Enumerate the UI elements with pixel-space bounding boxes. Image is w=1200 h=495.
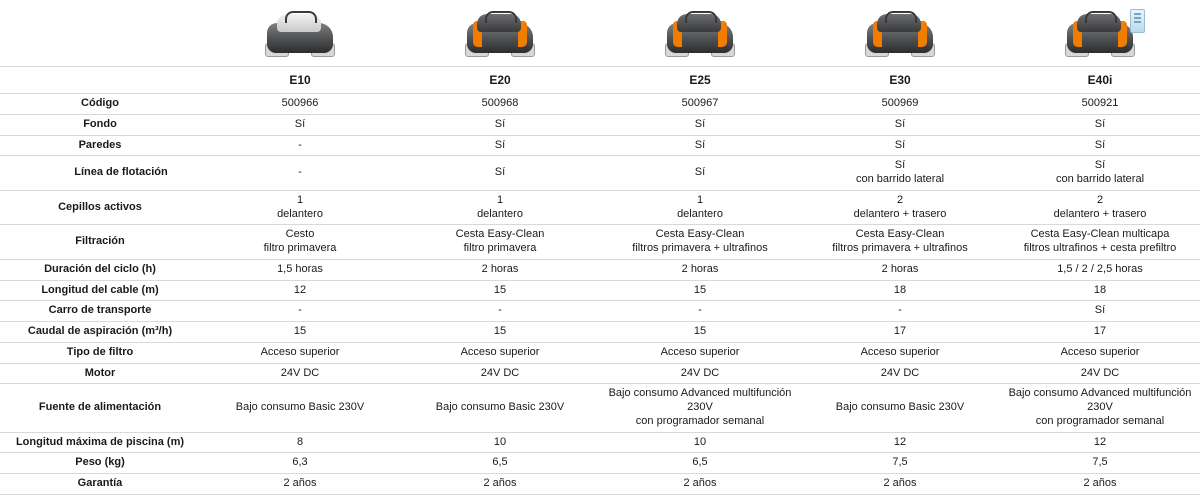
cell-value	[200, 342, 400, 363]
cell-line: Cesta Easy-Clean multicapa	[1030, 228, 1170, 241]
cell-value	[200, 190, 400, 225]
cell-value	[200, 363, 400, 384]
cell-line: 1	[496, 193, 504, 206]
cell-value	[800, 474, 1000, 495]
cell-line: 2 años	[1083, 477, 1117, 489]
cell-line: 500968	[481, 97, 519, 109]
cell-value	[1000, 453, 1200, 474]
cell-line: 1	[696, 193, 704, 206]
table-row	[0, 363, 1200, 384]
cell-value	[400, 114, 600, 135]
cell-line: -	[698, 304, 702, 317]
cell-line: filtros ultrafinos + cesta prefiltro	[1023, 242, 1177, 254]
cell-value	[1000, 280, 1200, 301]
cell-value	[1000, 301, 1200, 322]
cell-line: 500969	[881, 97, 919, 109]
cell-line: Sí	[694, 166, 706, 179]
row-label: Carro de transporte	[0, 301, 200, 322]
cell-value	[1000, 156, 1200, 191]
cell-value	[1000, 114, 1200, 135]
model-header-row	[0, 67, 1200, 94]
row-label: Código	[0, 94, 200, 115]
cell-line: 12	[893, 435, 907, 448]
cell-value	[800, 114, 1000, 135]
row-label: Fuente de alimentación	[0, 384, 200, 432]
cell-value	[400, 432, 600, 453]
cell-line: Sí	[494, 138, 506, 151]
cell-value	[400, 156, 600, 191]
cell-line: 7,5	[892, 456, 908, 469]
cell-value	[200, 280, 400, 301]
cell-line: Sí	[894, 138, 906, 151]
image-row-spacer	[0, 0, 200, 67]
cell-value	[1000, 225, 1200, 260]
cell-value	[600, 384, 800, 432]
model-name-e40i: E40i	[1000, 67, 1200, 94]
cell-line: 18	[893, 283, 907, 296]
robot-cleaner-e40i-icon	[1063, 9, 1137, 59]
cell-line: Sí	[694, 117, 706, 130]
cell-line: delantero	[277, 207, 323, 220]
cell-line: 500921	[1081, 97, 1119, 109]
table-row	[0, 190, 1200, 225]
cell-line: 1,5 horas	[277, 262, 323, 275]
cell-value	[800, 363, 1000, 384]
cell-value	[800, 135, 1000, 156]
cell-value	[800, 432, 1000, 453]
cell-line: 2 horas	[481, 262, 519, 275]
cell-value	[800, 156, 1000, 191]
cell-line: filtros primavera + ultrafinos	[832, 242, 968, 254]
cell-line: 2 años	[683, 477, 717, 489]
cell-value	[400, 322, 600, 343]
cell-value	[200, 432, 400, 453]
cell-line: 15	[693, 283, 707, 296]
cell-line: 7,5	[1092, 456, 1108, 469]
cell-value	[600, 156, 800, 191]
product-image-cell	[800, 0, 1000, 67]
cell-value	[600, 301, 800, 322]
cell-value	[1000, 432, 1200, 453]
row-label: Caudal de aspiración (m³/h)	[0, 322, 200, 343]
table-row	[0, 301, 1200, 322]
cell-value	[800, 322, 1000, 343]
cell-value	[600, 432, 800, 453]
cell-line: Bajo consumo Basic 230V	[835, 401, 965, 413]
product-image-cell	[1000, 0, 1200, 67]
cell-value	[1000, 259, 1200, 280]
row-label: Duración del ciclo (h)	[0, 259, 200, 280]
cell-value	[200, 322, 400, 343]
cell-value	[1000, 342, 1200, 363]
cell-line: Bajo consumo Advanced multifunción 230V	[608, 387, 792, 413]
table-row	[0, 156, 1200, 191]
model-name-e20: E20	[400, 67, 600, 94]
cell-value	[200, 301, 400, 322]
cell-value	[800, 259, 1000, 280]
row-label: Paredes	[0, 135, 200, 156]
row-label: Fondo	[0, 114, 200, 135]
cell-line: Cesta Easy-Clean	[855, 228, 945, 241]
cell-line: -	[298, 304, 302, 317]
cell-value	[200, 474, 400, 495]
cell-line: 2	[1096, 193, 1104, 206]
model-name-e30: E30	[800, 67, 1000, 94]
cell-value	[400, 94, 600, 115]
cell-line: -	[298, 138, 302, 151]
cell-line: 2	[896, 193, 904, 206]
cell-line: con programador semanal	[635, 414, 765, 427]
cell-value	[400, 342, 600, 363]
cell-line: Bajo consumo Advanced multifunción 230V	[1008, 387, 1192, 413]
cell-value	[200, 114, 400, 135]
table-row	[0, 322, 1200, 343]
cell-value	[400, 190, 600, 225]
cell-value	[800, 225, 1000, 260]
cell-line: Acceso superior	[460, 345, 540, 358]
table-row	[0, 432, 1200, 453]
cell-value	[600, 322, 800, 343]
model-name-e10: E10	[200, 67, 400, 94]
cell-line: Sí	[1094, 117, 1106, 130]
cell-value	[400, 453, 600, 474]
cell-value	[800, 94, 1000, 115]
cell-line: 6,3	[292, 456, 308, 469]
cell-line: 2 años	[883, 477, 917, 489]
cell-line: Sí	[1094, 138, 1106, 151]
cell-line: 8	[296, 435, 304, 448]
cell-value	[1000, 363, 1200, 384]
cell-value	[1000, 474, 1200, 495]
cell-line: Sí	[894, 117, 906, 130]
robot-cleaner-e30-icon	[863, 9, 937, 59]
cell-line: 2 horas	[681, 262, 719, 275]
cell-value	[200, 94, 400, 115]
cell-value	[600, 342, 800, 363]
cell-line: filtros primavera + ultrafinos	[632, 242, 768, 254]
cell-line: delantero + trasero	[853, 207, 947, 220]
cell-line: 500966	[281, 97, 319, 109]
cell-value	[200, 135, 400, 156]
cell-line: Sí	[1094, 304, 1106, 317]
cell-line: 1	[296, 193, 304, 206]
cell-line: delantero	[477, 207, 523, 220]
model-name-e25: E25	[600, 67, 800, 94]
cell-line: Sí	[1094, 159, 1106, 172]
row-label: Línea de flotación	[0, 156, 200, 191]
table-row	[0, 135, 1200, 156]
cell-line: 1,5 / 2 / 2,5 horas	[1057, 262, 1143, 275]
row-label: Longitud máxima de piscina (m)	[0, 432, 200, 453]
product-image-cell	[400, 0, 600, 67]
table-row	[0, 114, 1200, 135]
cell-value	[600, 190, 800, 225]
cell-line: 10	[493, 435, 507, 448]
cell-value	[800, 342, 1000, 363]
table-row	[0, 259, 1200, 280]
cell-line: delantero + trasero	[1053, 207, 1147, 220]
robot-cleaner-e20-icon	[463, 9, 537, 59]
cell-line: con barrido lateral	[1055, 173, 1145, 185]
cell-value	[200, 453, 400, 474]
cell-line: Acceso superior	[860, 345, 940, 358]
cell-line: Cesta Easy-Clean	[455, 228, 545, 241]
table-row	[0, 94, 1200, 115]
cell-line: filtro primavera	[463, 242, 537, 254]
cell-value	[400, 259, 600, 280]
cell-value	[400, 225, 600, 260]
cell-line: -	[898, 304, 902, 317]
cell-line: -	[498, 304, 502, 317]
cell-line: 6,5	[692, 456, 708, 469]
table-row	[0, 280, 1200, 301]
cell-line: Acceso superior	[1060, 345, 1140, 358]
cell-value	[400, 135, 600, 156]
cell-value	[200, 259, 400, 280]
model-header-blank	[0, 67, 200, 94]
product-image-cell	[600, 0, 800, 67]
cell-line: 15	[693, 325, 707, 337]
row-label: Longitud del cable (m)	[0, 280, 200, 301]
cell-line: 500967	[681, 97, 719, 109]
cell-value	[400, 363, 600, 384]
robot-cleaner-e10-icon	[263, 9, 337, 59]
cell-line: Sí	[894, 159, 906, 172]
cell-line: 2 horas	[881, 262, 919, 275]
cell-value	[200, 384, 400, 432]
table-row	[0, 474, 1200, 495]
cell-value	[600, 453, 800, 474]
cell-line: 18	[1093, 283, 1107, 296]
cell-line: Sí	[494, 166, 506, 179]
cell-line: 15	[293, 325, 307, 337]
cell-value	[800, 301, 1000, 322]
cell-line: Acceso superior	[260, 345, 340, 358]
row-label: Filtración	[0, 225, 200, 260]
cell-line: 15	[493, 283, 507, 296]
cell-line: Sí	[694, 138, 706, 151]
cell-line: con barrido lateral	[855, 173, 945, 185]
cell-value	[1000, 94, 1200, 115]
row-label: Tipo de filtro	[0, 342, 200, 363]
table-row	[0, 225, 1200, 260]
cell-line: delantero	[677, 207, 723, 220]
cell-line: 2 años	[483, 477, 517, 489]
cell-line: 24V DC	[480, 366, 520, 379]
row-label: Garantía	[0, 474, 200, 495]
cell-line: Acceso superior	[660, 345, 740, 358]
cell-line: 17	[893, 325, 907, 337]
cell-value	[200, 225, 400, 260]
cell-value	[200, 156, 400, 191]
cell-value	[400, 280, 600, 301]
cell-value	[600, 259, 800, 280]
cell-line: Cesta Easy-Clean	[655, 228, 745, 241]
cell-value	[600, 135, 800, 156]
cell-value	[800, 453, 1000, 474]
product-image-row	[0, 0, 1200, 67]
cell-line: Sí	[494, 117, 506, 130]
cell-line: -	[298, 166, 302, 179]
cell-value	[400, 474, 600, 495]
robot-cleaner-e25-icon	[663, 9, 737, 59]
cell-line: 24V DC	[680, 366, 720, 379]
cell-line: filtro primavera	[263, 242, 337, 254]
table-row	[0, 384, 1200, 432]
row-label: Cepillos activos	[0, 190, 200, 225]
cell-value	[600, 114, 800, 135]
cell-line: Cesto	[285, 228, 315, 241]
cell-value	[600, 363, 800, 384]
cell-line: 12	[293, 283, 307, 296]
table-row	[0, 342, 1200, 363]
cell-line: 15	[493, 325, 507, 337]
product-image-cell	[200, 0, 400, 67]
cell-value	[1000, 322, 1200, 343]
cell-line: 12	[1093, 435, 1107, 448]
cell-line: 10	[693, 435, 707, 448]
cell-line: 24V DC	[280, 366, 320, 379]
cell-value	[600, 474, 800, 495]
cell-line: 17	[1093, 325, 1107, 337]
cell-line: con programador semanal	[1035, 414, 1165, 427]
cell-line: Sí	[294, 117, 306, 130]
row-label: Peso (kg)	[0, 453, 200, 474]
cell-value	[1000, 135, 1200, 156]
cell-value	[400, 384, 600, 432]
cell-line: Bajo consumo Basic 230V	[435, 401, 565, 413]
cell-line: 24V DC	[880, 366, 920, 379]
cell-value	[400, 301, 600, 322]
cell-value	[1000, 384, 1200, 432]
cell-line: 2 años	[283, 477, 317, 489]
cell-line: 24V DC	[1080, 366, 1120, 379]
cell-value	[800, 280, 1000, 301]
row-label: Motor	[0, 363, 200, 384]
cell-line: Bajo consumo Basic 230V	[235, 401, 365, 413]
cell-line: 6,5	[492, 456, 508, 469]
cell-value	[800, 384, 1000, 432]
cell-value	[600, 225, 800, 260]
table-row	[0, 453, 1200, 474]
cell-value	[600, 94, 800, 115]
cell-value	[1000, 190, 1200, 225]
cell-value	[800, 190, 1000, 225]
cell-value	[600, 280, 800, 301]
